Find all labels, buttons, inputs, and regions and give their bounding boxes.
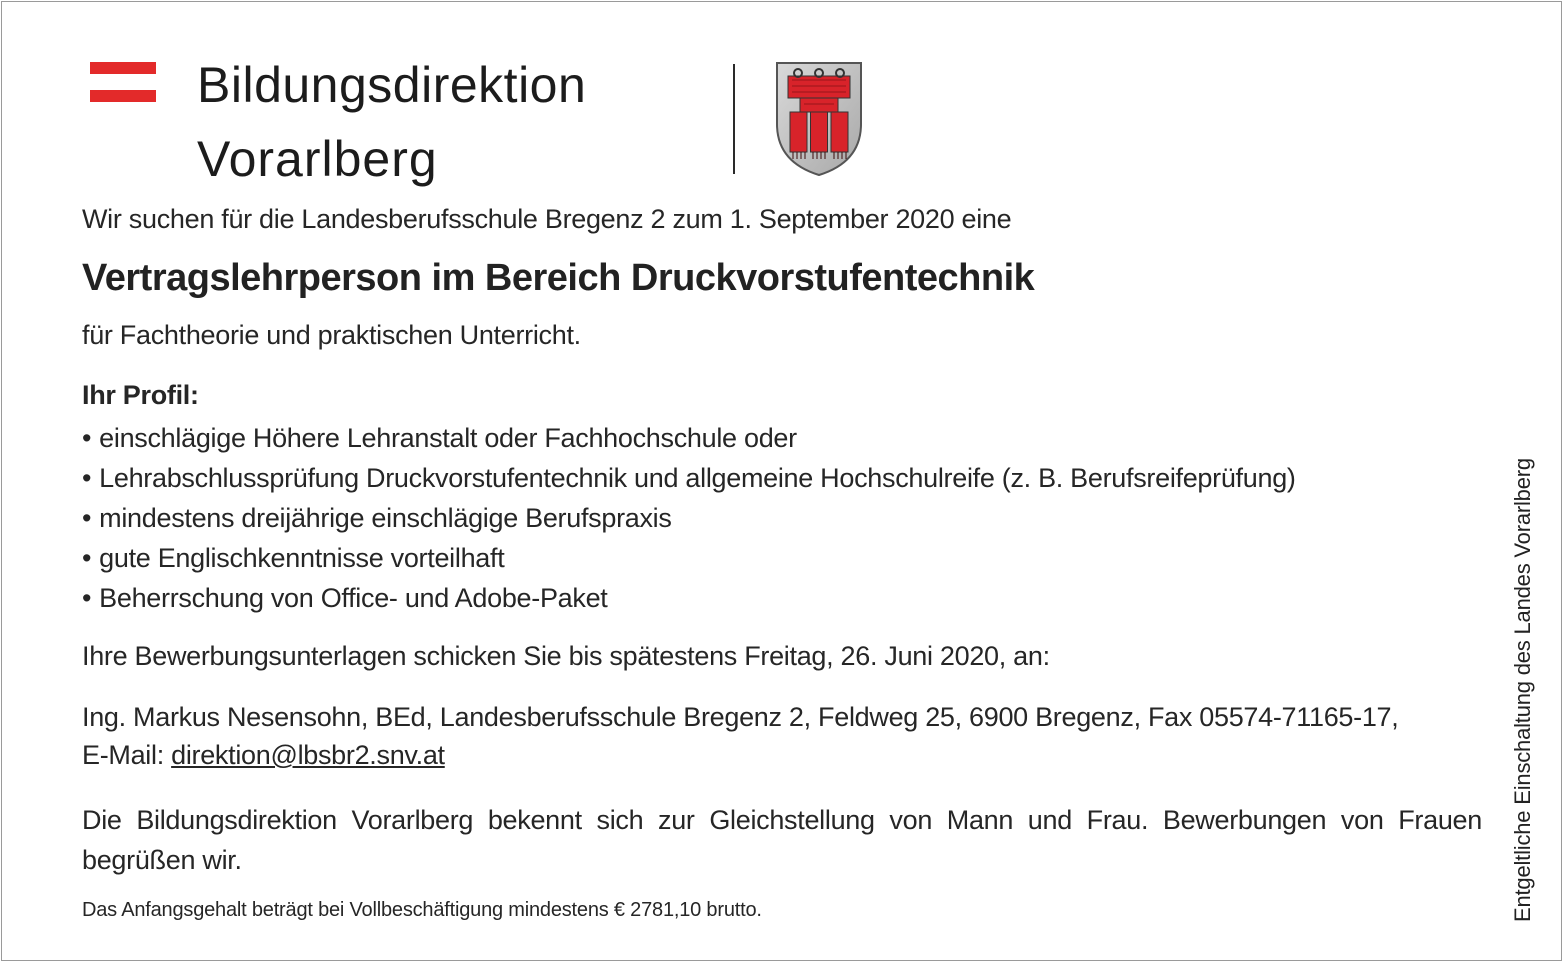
email-label: E-Mail: bbox=[82, 740, 172, 770]
list-item: • gute Englischkenntnisse vorteilhaft bbox=[82, 538, 1296, 578]
list-item: • mindestens dreijährige einschlägige Berufspraxis bbox=[82, 498, 1296, 538]
list-item: • einschlägige Höhere Lehranstalt oder Fachhochschule oder bbox=[82, 418, 1296, 458]
email-link[interactable]: direktion@lbsbr2.snv.at bbox=[171, 740, 445, 770]
job-subtitle: für Fachtheorie und praktischen Unterricht. bbox=[82, 320, 581, 350]
contact-email-line bbox=[82, 740, 445, 771]
org-name-line2: Vorarlberg bbox=[197, 131, 438, 187]
salary-note: Das Anfangsgehalt beträgt bei Vollbeschäftigung mindestens € 2781,10 brutto. bbox=[82, 899, 762, 921]
list-item: • Lehrabschlussprüfung Druckvorstufentechnik und allgemeine Hochschulreife (z. B. Berufsreifeprüfung) bbox=[82, 458, 1296, 498]
logo-divider bbox=[733, 64, 735, 174]
vorarlberg-coat-of-arms-icon bbox=[776, 62, 862, 176]
profile-heading: Ihr Profil: bbox=[82, 380, 199, 410]
org-name-line1: Bildungsdirektion bbox=[197, 57, 587, 113]
list-item: • Beherrschung von Office- und Adobe-Paket bbox=[82, 578, 1296, 618]
profile-list bbox=[82, 418, 1296, 618]
equality-statement: Die Bildungsdirektion Vorarlberg bekennt sich zur Gleichstellung von Mann und Frau. Bewerbungen von Frauen begrüßen wir. bbox=[82, 805, 1482, 875]
intro-text: Wir suchen für die Landesberufsschule Bregenz 2 zum 1. September 2020 eine bbox=[82, 204, 1012, 234]
job-title: Vertragslehrperson im Bereich Druckvorstufentechnik bbox=[82, 257, 1035, 299]
deadline-text: Ihre Bewerbungsunterlagen schicken Sie bis spätestens Freitag, 26. Juni 2020, an: bbox=[82, 641, 1050, 671]
austria-flag-icon bbox=[90, 62, 156, 102]
contact-address: Ing. Markus Nesensohn, BEd, Landesberufsschule Bregenz 2, Feldweg 25, 6900 Bregenz, Fax 05574-71165-17, bbox=[82, 702, 1399, 732]
side-note: Entgeltliche Einschaltung des Landes Vorarlberg bbox=[1510, 458, 1535, 922]
